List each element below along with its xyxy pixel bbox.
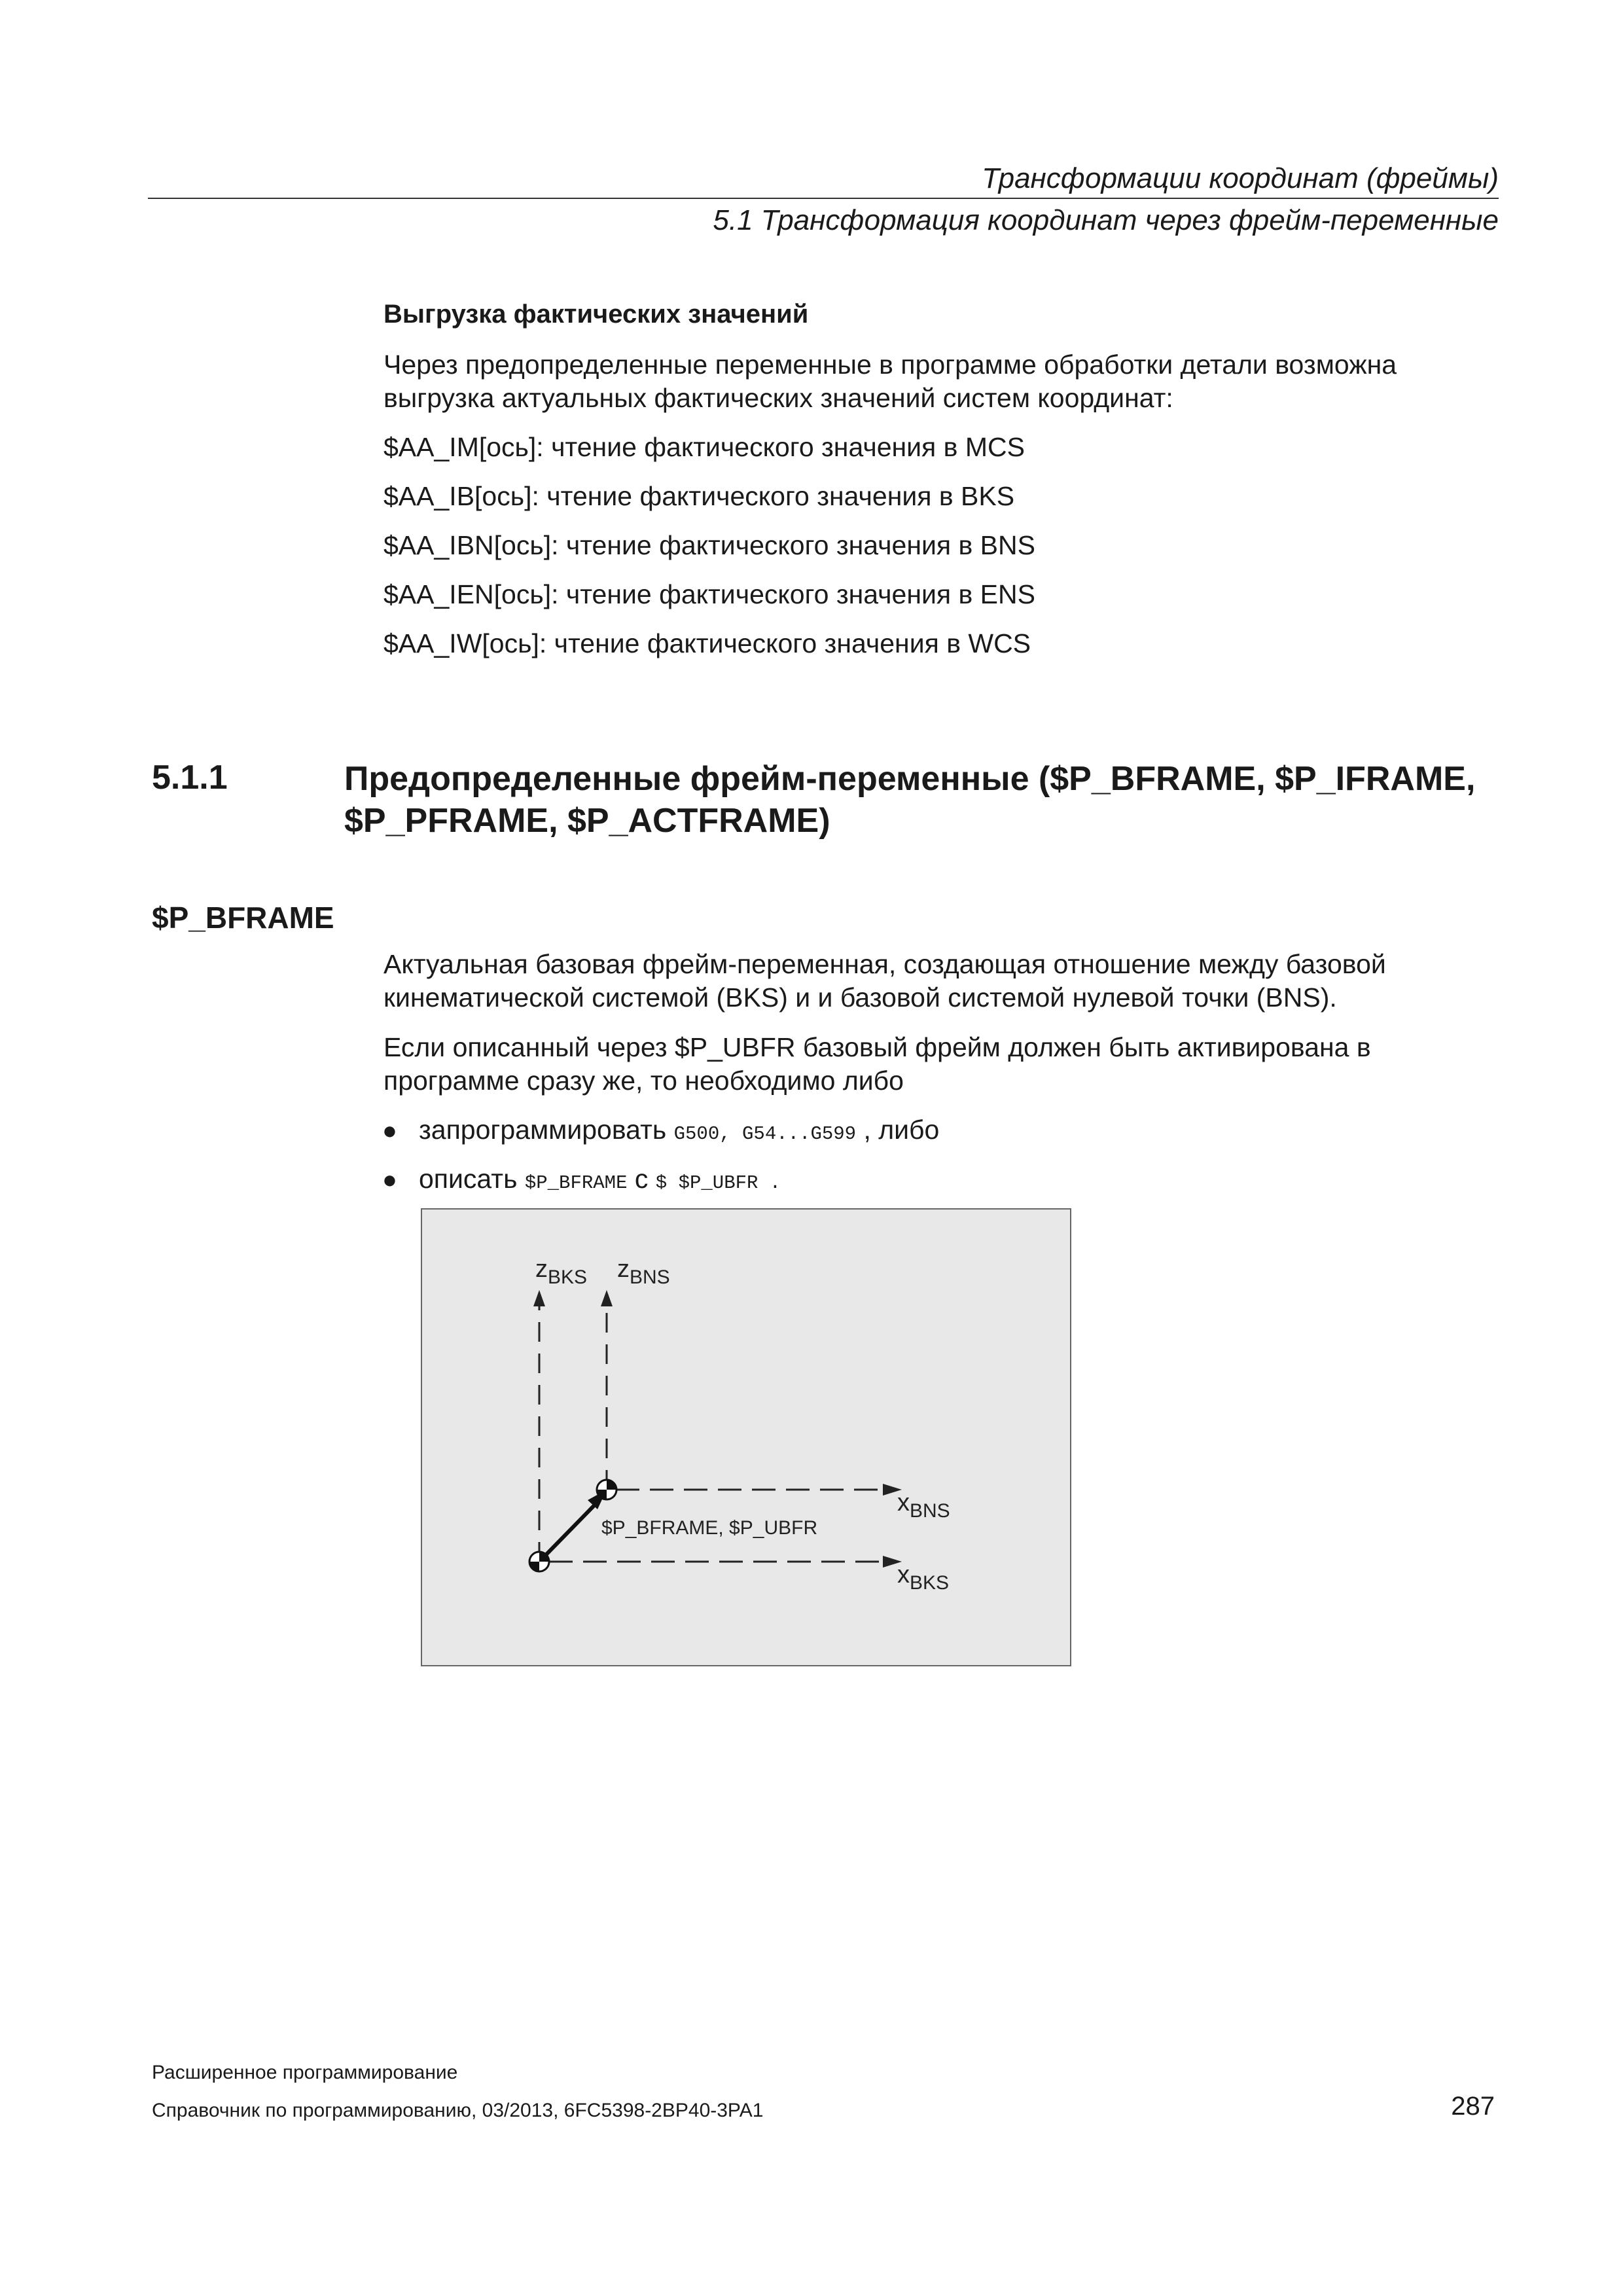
- bullet-connector: с: [627, 1164, 656, 1194]
- bullet-icon: ●: [382, 1166, 397, 1194]
- actual-values-heading: Выгрузка фактических значений: [383, 300, 809, 329]
- diagram-background: [421, 1209, 1071, 1666]
- section-number: 5.1.1: [152, 759, 228, 797]
- x-bns-label: $x_{BNS}$: [897, 1489, 950, 1522]
- variable-item-aa-ibn: $AA_IBN[ось]: чтение фактического значения в BNS: [383, 530, 1035, 560]
- header-divider: [148, 198, 1499, 199]
- bframe-heading: $P_BFRAME: [152, 901, 334, 935]
- chapter-title: Трансформации координат (фреймы): [982, 162, 1499, 194]
- actual-values-intro: Через предопределенные переменные в программе обработки детали возможна выгрузка актуальных фактических значений систем координат:: [383, 350, 1397, 413]
- section-running-title: 5.1 Трансформация координат через фрейм-переменные: [713, 204, 1499, 236]
- offset-label: $P_BFRAME, $P_UBFR: [601, 1517, 818, 1539]
- page-number: 287: [1451, 2092, 1495, 2121]
- code-g-functions: G500, G54...G599: [673, 1123, 857, 1145]
- section-title: Предопределенные фрейм-переменные ($P_BFRAME, $P_IFRAME, $P_PFRAME, $P_ACTFRAME): [344, 760, 1476, 840]
- bullet-item-program: [382, 1115, 939, 1145]
- bullet-text: описать: [419, 1164, 525, 1194]
- variable-item-aa-ien: $AA_IEN[ось]: чтение фактического значения в ENS: [383, 579, 1035, 609]
- bframe-activation-note: Если описанный через $P_UBFR базовый фрейм должен быть активирована в программе сразу же, то необходимо либо: [383, 1032, 1371, 1096]
- code-p-bframe: $P_BFRAME: [524, 1172, 628, 1194]
- z-bns-label: $z_{BNS}$: [617, 1255, 670, 1288]
- bks-origin-icon: [529, 1552, 549, 1571]
- variable-item-aa-im: $AA_IM[ось]: чтение фактического значения в MCS: [383, 432, 1025, 462]
- bullet-icon: ●: [382, 1117, 397, 1145]
- x-bks-label: $x_{BKS}$: [897, 1561, 950, 1594]
- code-p-ubfr: $ $P_UBFR .: [655, 1172, 781, 1194]
- footer-book-title: Расширенное программирование: [152, 2062, 458, 2083]
- footer-manual-info: Справочник по программированию, 03/2013, 6FC5398-2BP40-3PA1: [152, 2100, 764, 2121]
- bframe-description: Актуальная базовая фрейм-переменная, создающая отношение между базовой кинематической системой (BKS) и и базовой системой нулевой точки (BNS).: [383, 949, 1386, 1013]
- bullet-text: запрограммировать: [419, 1115, 674, 1145]
- variable-item-aa-ib: $AA_IB[ось]: чтение фактического значения в BKS: [383, 481, 1015, 511]
- bns-origin-icon: [597, 1480, 616, 1499]
- variable-item-aa-iw: $AA_IW[ось]: чтение фактического значения в WCS: [383, 628, 1031, 658]
- bullet-item-describe: [382, 1164, 781, 1194]
- z-bks-label: $z_{BKS}$: [535, 1255, 588, 1288]
- frame-diagram: [421, 1208, 1071, 1666]
- bullet-suffix: , либо: [856, 1115, 940, 1145]
